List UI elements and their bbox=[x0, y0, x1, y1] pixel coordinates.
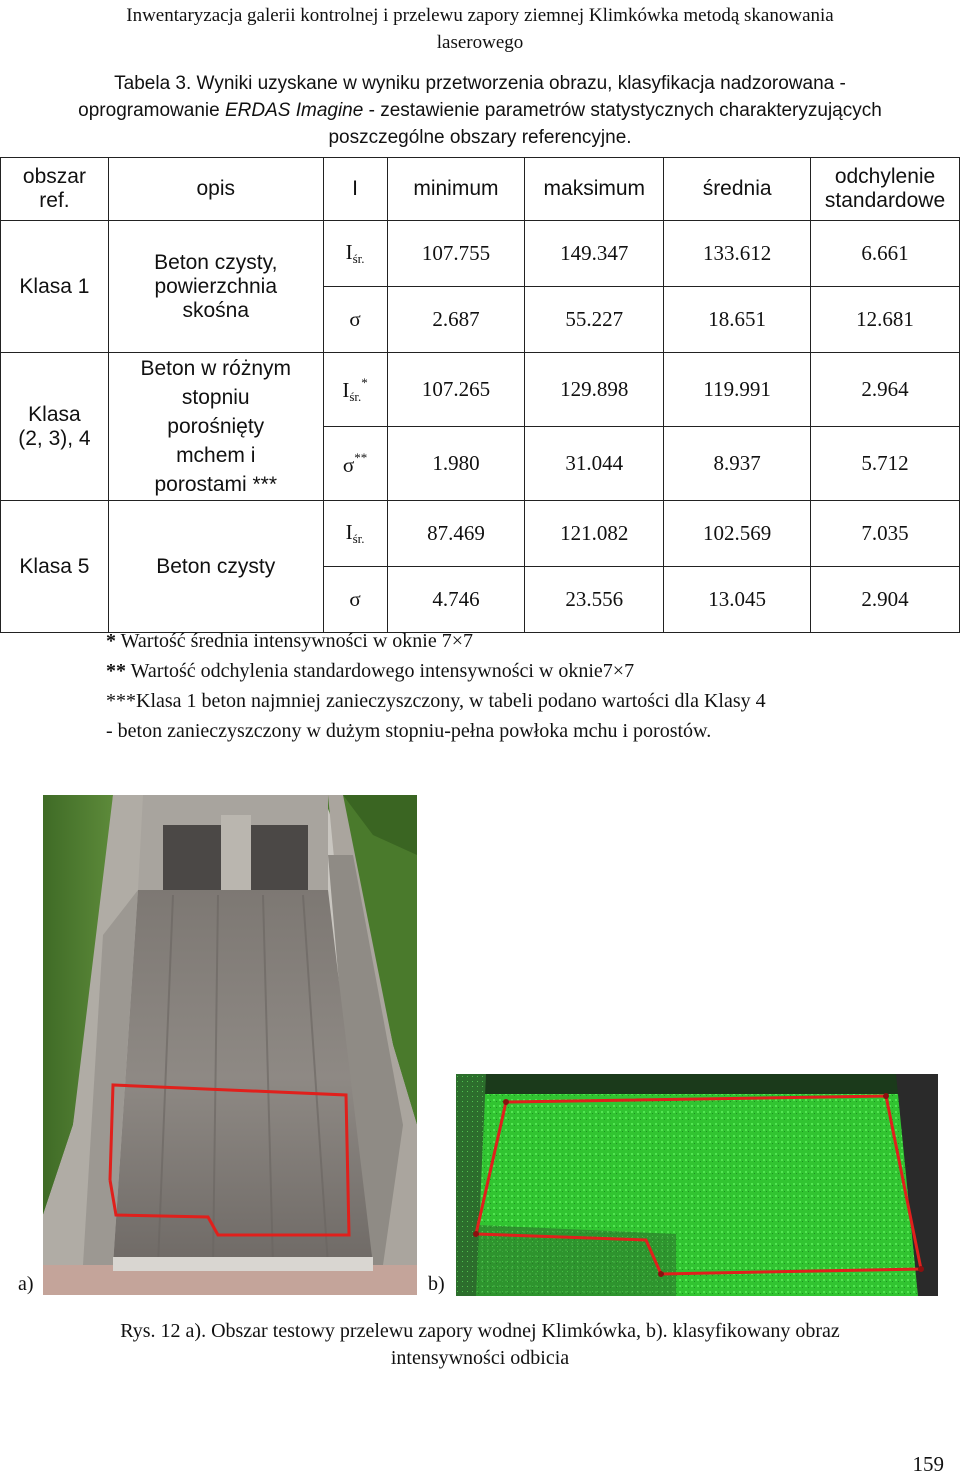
figure-caption-line-1: Rys. 12 a). Obszar testowy przelewu zapory wodnej Klimkówka, b). klasyfikowany obraz bbox=[120, 1320, 840, 1342]
stat-symbol: $I_{śr.}^*$ bbox=[323, 353, 387, 427]
value-max: 55.227 bbox=[525, 287, 664, 353]
description-cell: Beton czysty bbox=[108, 501, 323, 633]
header-line-1: Inwentaryzacja galerii kontrolnej i przelewu zapory ziemnej Klimkówka metodą skanowania bbox=[126, 5, 834, 26]
caption-line-1: Tabela 3. Wyniki uzyskane w wyniku przetworzenia obrazu, klasyfikacja nadzorowana - bbox=[114, 73, 846, 94]
value-mean: 18.651 bbox=[664, 287, 811, 353]
footnote-1: * Wartość średnia intensywności w oknie 7×7 bbox=[106, 630, 474, 652]
page-number: 159 bbox=[912, 1452, 944, 1476]
figure-caption-line-2: intensywności odbicia bbox=[390, 1347, 570, 1369]
figure-label-a: a) bbox=[18, 1273, 34, 1295]
col-header-obszar: obszar ref. bbox=[1, 158, 109, 221]
value-std: 12.681 bbox=[811, 287, 960, 353]
value-max: 23.556 bbox=[525, 567, 664, 633]
value-std: 6.661 bbox=[811, 221, 960, 287]
value-std: 2.964 bbox=[811, 353, 960, 427]
value-std: 5.712 bbox=[811, 427, 960, 501]
value-min: 87.469 bbox=[387, 501, 525, 567]
table-row bbox=[1, 221, 960, 287]
value-max: 129.898 bbox=[525, 353, 664, 427]
caption-line-3: poszczególne obszary referencyjne. bbox=[328, 127, 632, 148]
header-row bbox=[1, 158, 960, 221]
table-row bbox=[1, 501, 960, 567]
col-header-minimum: minimum bbox=[387, 158, 525, 221]
stat-symbol: σ bbox=[323, 567, 387, 633]
spillway-photo bbox=[43, 795, 417, 1295]
value-min: 2.687 bbox=[387, 287, 525, 353]
class-cell: Klasa (2, 3), 4 bbox=[1, 353, 109, 501]
table-footnotes bbox=[106, 626, 956, 746]
col-header-odchylenie: odchylenie standardowe bbox=[811, 158, 960, 221]
value-min: 107.265 bbox=[387, 353, 525, 427]
col-header-I: I bbox=[323, 158, 387, 221]
results-table bbox=[0, 157, 960, 633]
value-std: 2.904 bbox=[811, 567, 960, 633]
caption-suffix: - zestawienie parametrów statystycznych charakteryzujących bbox=[363, 100, 882, 121]
caption-line-2 bbox=[40, 97, 920, 124]
stat-symbol: σ** bbox=[323, 427, 387, 501]
caption-prefix: oprogramowanie bbox=[78, 100, 225, 121]
value-std: 7.035 bbox=[811, 501, 960, 567]
classified-intensity-image bbox=[456, 1074, 938, 1296]
footnote-2: ** Wartość odchylenia standardowego intensywności w oknie7×7 bbox=[106, 660, 635, 682]
class-cell: Klasa 5 bbox=[1, 501, 109, 633]
header-line-2: laserowego bbox=[436, 32, 524, 53]
running-header bbox=[0, 2, 960, 56]
value-min: 107.755 bbox=[387, 221, 525, 287]
description-cell: Beton czysty, powierzchnia skośna bbox=[108, 221, 323, 353]
value-max: 149.347 bbox=[525, 221, 664, 287]
col-header-maksimum: maksimum bbox=[525, 158, 664, 221]
footnote-3-line-1: ***Klasa 1 beton najmniej zanieczyszczony, w tabeli podano wartości dla Klasy 4 bbox=[106, 690, 766, 712]
value-min: 1.980 bbox=[387, 427, 525, 501]
footnote-3-line-2: - beton zanieczyszczony w dużym stopniu-pełna powłoka mchu i porostów. bbox=[106, 720, 712, 742]
stat-symbol: $I_{śr.}$ bbox=[323, 501, 387, 567]
value-mean: 8.937 bbox=[664, 427, 811, 501]
value-min: 4.746 bbox=[387, 567, 525, 633]
stat-symbol: $I_{śr.}$ bbox=[323, 221, 387, 287]
value-mean: 102.569 bbox=[664, 501, 811, 567]
stat-symbol: σ bbox=[323, 287, 387, 353]
caption-software: ERDAS Imagine bbox=[224, 100, 364, 121]
value-mean: 133.612 bbox=[664, 221, 811, 287]
col-header-opis: opis bbox=[108, 158, 323, 221]
description-cell: Beton w różnym stopniu porośnięty mchem i porostami *** bbox=[108, 353, 323, 501]
col-header-srednia: średnia bbox=[664, 158, 811, 221]
value-mean: 13.045 bbox=[664, 567, 811, 633]
value-mean: 119.991 bbox=[664, 353, 811, 427]
value-max: 31.044 bbox=[525, 427, 664, 501]
table-row bbox=[1, 353, 960, 427]
figure-caption bbox=[40, 1318, 920, 1372]
value-max: 121.082 bbox=[525, 501, 664, 567]
class-cell: Klasa 1 bbox=[1, 221, 109, 353]
table-caption bbox=[40, 70, 920, 151]
figure-label-b: b) bbox=[428, 1273, 445, 1295]
